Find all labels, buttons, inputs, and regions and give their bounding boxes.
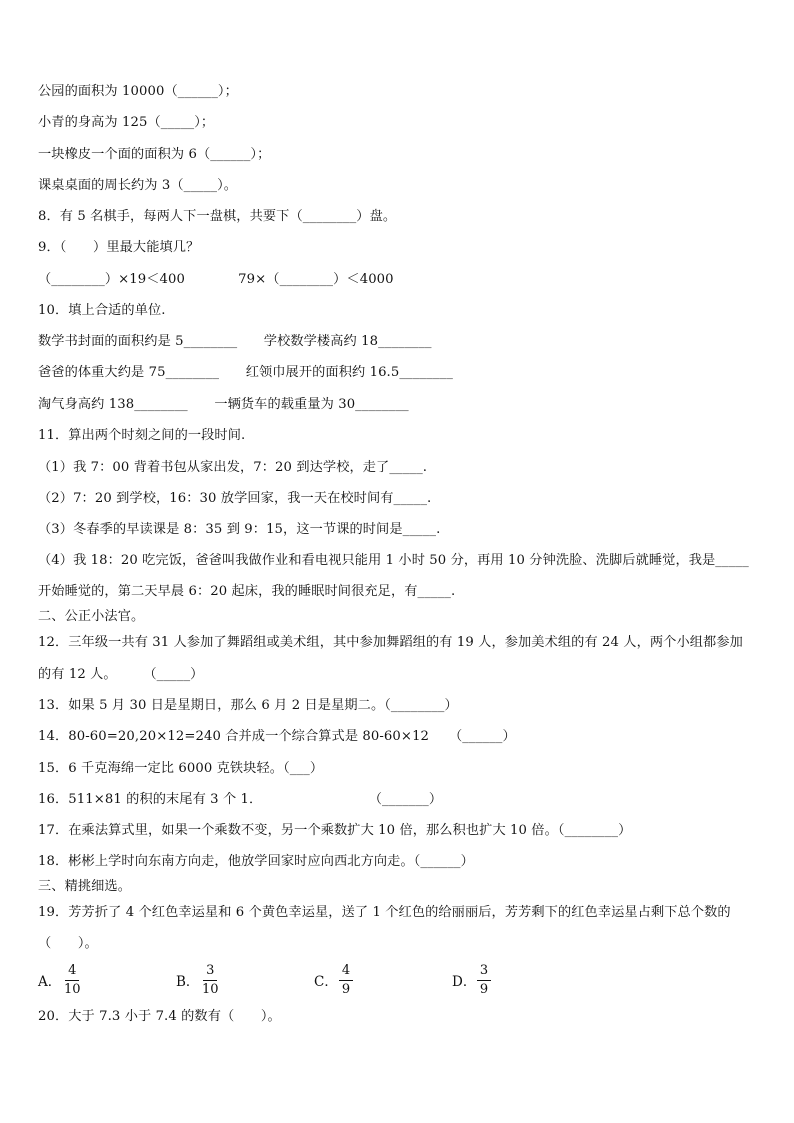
question-11: 11．算出两个时刻之间的一段时间.	[38, 428, 246, 443]
question-9: 9．（ ）里最大能填几？	[38, 240, 200, 255]
choice-d-label: D．	[452, 974, 477, 990]
question-15: 15．6 千克海绵一定比 6000 克铁块轻。（___）	[38, 761, 324, 776]
text-line: （2）7：20 到学校，16：30 放学回家，我一天在校时间有_____.	[38, 491, 432, 506]
text-line: 公园的面积为 10000（______）；	[38, 84, 238, 99]
text-line: 淘气身高约 138________ 一辆货车的载重量为 30________	[38, 397, 409, 412]
question-10: 10．填上合适的单位.	[38, 303, 166, 318]
text-line: 开始睡觉的，第二天早晨 6：20 起床，我的睡眠时间很充足，有_____.	[38, 584, 456, 599]
numerator: 4	[68, 963, 77, 978]
denominator: 9	[479, 982, 489, 997]
question-13: 13．如果 5 月 30 日是星期日，那么 6 月 2 日是星期二。（________）	[38, 698, 458, 713]
fraction-bar	[477, 980, 491, 981]
text-line: （ ）。	[38, 936, 98, 951]
text-line: 的有 12 人。 （_____）	[38, 667, 204, 682]
text-line: 数学书封面的面积约是 5________ 学校数学楼高约 18________	[38, 334, 432, 349]
text-line: 小青的身高为 125（_____）；	[38, 115, 215, 130]
question-18: 18．彬彬上学时向东南方向走，他放学回家时应向西北方向走。（______）	[38, 854, 474, 869]
section-heading: 二、公正小法官。	[38, 609, 145, 624]
question-17: 17．在乘法算式里，如果一个乘数不变，另一个乘数扩大 10 倍，那么积也扩大 10 倍。（________）	[38, 823, 632, 838]
numerator: 3	[206, 963, 215, 978]
choice-a-fraction	[64, 963, 81, 997]
fraction-bar	[203, 980, 217, 981]
question-12: 12．三年级一共有 31 人参加了舞蹈组或美术组，其中参加舞蹈组的有 19 人，参加美术组的有 24 人，两个小组都参加	[38, 635, 743, 650]
text-line: （3）冬春季的早读课是 8：35 到 9：15，这一节课的时间是_____.	[38, 522, 441, 537]
fraction-bar	[65, 980, 79, 981]
choice-c-fraction	[339, 963, 353, 997]
question-14: 14．80-60=20,20×12=240 合并成一个综合算式是 80-60×12 （______）	[38, 729, 516, 744]
text-line: 一块橡皮一个面的面积为 6（______）；	[38, 147, 271, 162]
text-line: 课桌桌面的周长约为 3（_____）。	[38, 178, 238, 193]
text-line: （4）我 18：20 吃完饭，爸爸叫我做作业和看电视只能用 1 小时 50 分，再用 10 分钟洗脸、洗脚后就睡觉，我是_____	[38, 553, 749, 568]
fraction-bar	[339, 980, 353, 981]
question-20: 20．大于 7.3 小于 7.4 的数有（ ）。	[38, 1009, 281, 1024]
choice-b-fraction	[202, 963, 219, 997]
question-8: 8．有 5 名棋手，每两人下一盘棋，共要下（________）盘。	[38, 209, 397, 224]
denominator: 10	[64, 982, 81, 997]
question-19: 19．芳芳折了 4 个红色幸运星和 6 个黄色幸运星，送了 1 个红色的给丽丽后，芳芳剩下的红色幸运星占剩下总个数的	[38, 905, 731, 920]
denominator: 10	[202, 982, 219, 997]
choice-c-label: C．	[314, 974, 338, 990]
question-16: 16．511×81 的积的末尾有 3 个 1． （_______）	[38, 792, 443, 807]
text-line: （________）×19＜400 79×（________）＜4000	[38, 272, 394, 287]
choice-d-fraction	[477, 963, 491, 997]
numerator: 3	[479, 963, 489, 978]
text-line: （1）我 7：00 背着书包从家出发，7：20 到达学校，走了_____.	[38, 460, 428, 475]
choice-b-label: B．	[176, 974, 200, 990]
section-heading: 三、精挑细选。	[38, 879, 132, 894]
choice-a-label: A．	[38, 974, 62, 990]
denominator: 9	[341, 982, 351, 997]
text-line: 爸爸的体重大约是 75________ 红领巾展开的面积约 16.5________	[38, 365, 453, 380]
numerator: 4	[341, 963, 351, 978]
